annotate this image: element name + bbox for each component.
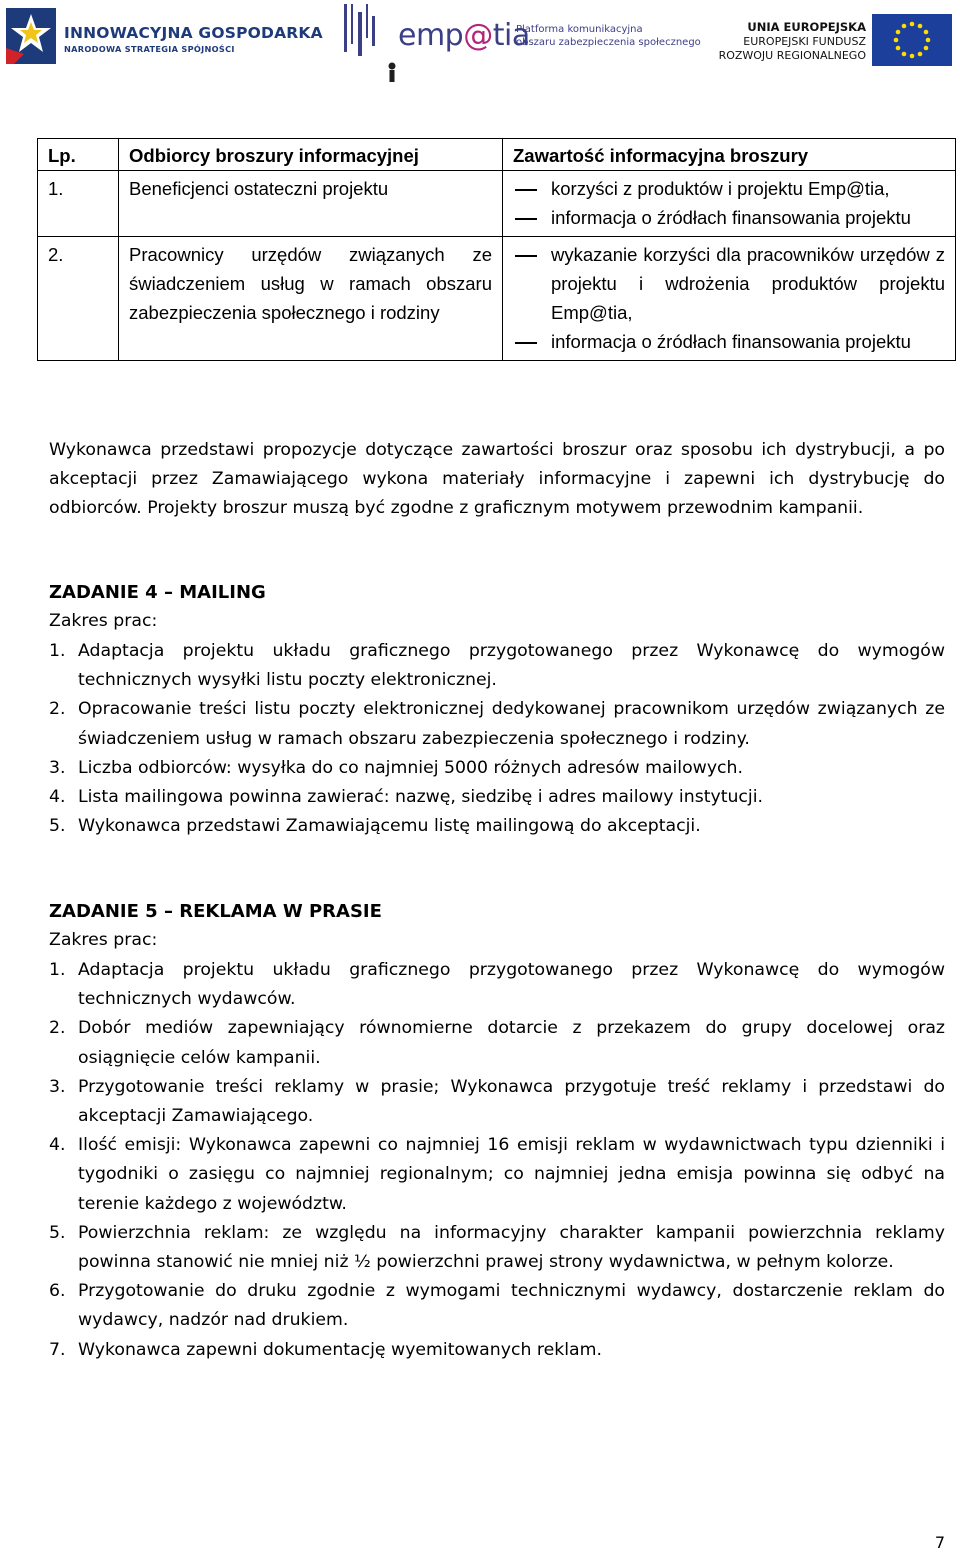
innowacyjna-gospodarka-logo (6, 6, 323, 66)
table-row (38, 237, 956, 361)
content-list (513, 240, 945, 356)
item-text: Przygotowanie do druku zgodnie z wymogami technicznymi wydawcy, dostarczenie reklam do wydawcy, nadzór nad drukiem. (78, 1281, 945, 1331)
item-text: Wykonawca przedstawi Zamawiającemu listę mailingową do akceptacji. (78, 816, 701, 837)
item-number: 2. (49, 699, 66, 720)
ue-line-3: ROZWOJU REGIONALNEGO (718, 49, 866, 62)
task5-title: ZADANIE 5 – REKLAMA W PRASIE (49, 901, 382, 922)
item-number: 3. (49, 1076, 66, 1097)
list-item (49, 1219, 945, 1277)
ig-subtitle: NARODOWA STRATEGIA SPÓJNOŚCI (64, 44, 235, 54)
eu-logo (718, 14, 956, 70)
emp-word-b: tia (492, 18, 530, 53)
row-recipient: Beneficjenci ostateczni projektu (119, 171, 503, 237)
header-lp: Lp. (38, 139, 119, 171)
emp-word-at: @ (463, 18, 493, 53)
emp-tagline-2: obszaru zabezpieczenia społecznego (516, 37, 701, 48)
item-number: 1. (49, 641, 66, 661)
content-list (513, 174, 945, 232)
list-item (49, 637, 945, 695)
list-item (49, 783, 945, 812)
header-content: Zawartość informacyjna broszury (503, 139, 956, 171)
task4-scope-label: Zakres prac: (49, 611, 158, 631)
item-number: 5. (49, 816, 66, 837)
empatia-logo (338, 2, 701, 88)
list-item: wykazanie korzyści dla pracowników urzędów z projektu i wdrożenia produktów projektu Emp@tia, (513, 240, 945, 327)
page-number: 7 (934, 1533, 945, 1552)
item-number: 5. (49, 1222, 66, 1243)
ig-title: INNOWACYJNA GOSPODARKA (64, 24, 323, 42)
row-lp: 1. (38, 171, 119, 237)
list-item (49, 1277, 945, 1335)
list-item (49, 1131, 945, 1219)
item-number: 4. (49, 1135, 66, 1156)
item-text: Dobór mediów zapewniający równomierne dotarcie z przekazem do grupy docelowej oraz osiągnięcie celów kampanii. (78, 1018, 945, 1068)
page-header (0, 0, 960, 90)
item-number: 6. (49, 1281, 66, 1302)
emp-tagline-1: Platforma komunikacyjna (516, 24, 643, 35)
row-content (503, 171, 956, 237)
item-number: 4. (49, 787, 66, 808)
recipients-table (37, 138, 956, 361)
row-lp: 2. (38, 237, 119, 361)
emp-word-a: emp (398, 18, 464, 53)
item-text: Ilość emisji: Wykonawca zapewni co najmniej 16 emisji reklam w wydawnictwach typu dzienniki i tygodniki o zasięgu co najmniej regionalnym; co najmniej jedna emisja powinna się odbyć na terenie każdego z województw. (78, 1135, 945, 1214)
task5-scope-label: Zakres prac: (49, 930, 158, 950)
task4-list (49, 637, 945, 841)
table-row (38, 171, 956, 237)
list-item (49, 812, 945, 841)
item-text: Liczba odbiorców: wysyłka do co najmniej 5000 różnych adresów mailowych. (78, 757, 743, 778)
ue-line-2: EUROPEJSKI FUNDUSZ (743, 35, 866, 48)
row-content (503, 237, 956, 361)
intro-paragraph: Wykonawca przedstawi propozycje dotyczące zawartości broszur oraz sposobu ich dystrybucji, a po akceptacji przez Zamawiającego wykona materiały informacyjne i zapewni ich dystrybucję do odbiorców. Projekty broszur muszą być zgodne z graficznym motywem przewodnim kampanii. (49, 440, 945, 519)
list-item (49, 1014, 945, 1072)
item-text: Opracowanie treści listu poczty elektronicznej dedykowanej pracownikom urzędów związanych ze świadczeniem usług w ramach obszaru zabezpieczenia społecznego i rodziny. (78, 699, 945, 749)
list-item (49, 1336, 945, 1365)
list-item (49, 956, 945, 1014)
item-text: Powierzchnia reklam: ze względu na informacyjny charakter kampanii powierzchnia reklamy powinna stanowić nie mniej niż ½ powierzchni prawej strony wydawnictwa, w pełnym kolorze. (78, 1222, 945, 1273)
table-header-row (38, 139, 956, 171)
item-text: Wykonawca zapewni dokumentację wyemitowanych reklam. (78, 1339, 602, 1360)
task4-title: ZADANIE 4 – MAILING (49, 582, 266, 603)
eu-flag-icon (872, 14, 952, 66)
star-emblem-icon (6, 8, 56, 64)
header-recipients: Odbiorcy broszury informacyjnej (119, 139, 503, 171)
list-item (49, 695, 945, 753)
item-text: Adaptacja projektu układu graficznego przygotowanego przez Wykonawcę do wymogów technicznych wydawców. (78, 960, 945, 1010)
list-item (49, 754, 945, 783)
list-item: informacja o źródłach finansowania projektu (513, 327, 945, 356)
item-text: Adaptacja projektu układu graficznego przygotowanego przez Wykonawcę do wymogów technicznych wysyłki listu poczty elektronicznej. (78, 641, 945, 691)
item-text: Przygotowanie treści reklamy w prasie; Wykonawca przygotuje treść reklamy i przedstawi do akceptacji Zamawiającego. (78, 1076, 945, 1127)
empatia-figures-icon (338, 2, 398, 88)
item-number: 2. (49, 1018, 66, 1039)
task5-list (49, 956, 945, 1365)
item-number: 3. (49, 757, 66, 778)
item-text: Lista mailingowa powinna zawierać: nazwę, siedzibę i adres mailowy instytucji. (78, 787, 764, 808)
list-item (49, 1073, 945, 1131)
list-item: informacja o źródłach finansowania projektu (513, 203, 945, 232)
list-item: korzyści z produktów i projektu Emp@tia, (513, 174, 945, 203)
item-number: 1. (49, 960, 66, 980)
empatia-wordmark (398, 18, 530, 53)
row-recipient: Pracownicy urzędów związanych ze świadczeniem usług w ramach obszaru zabezpieczenia społecznego i rodziny (119, 237, 503, 361)
item-number: 7. (49, 1339, 66, 1360)
ue-line-1: UNIA EUROPEJSKA (747, 20, 866, 34)
